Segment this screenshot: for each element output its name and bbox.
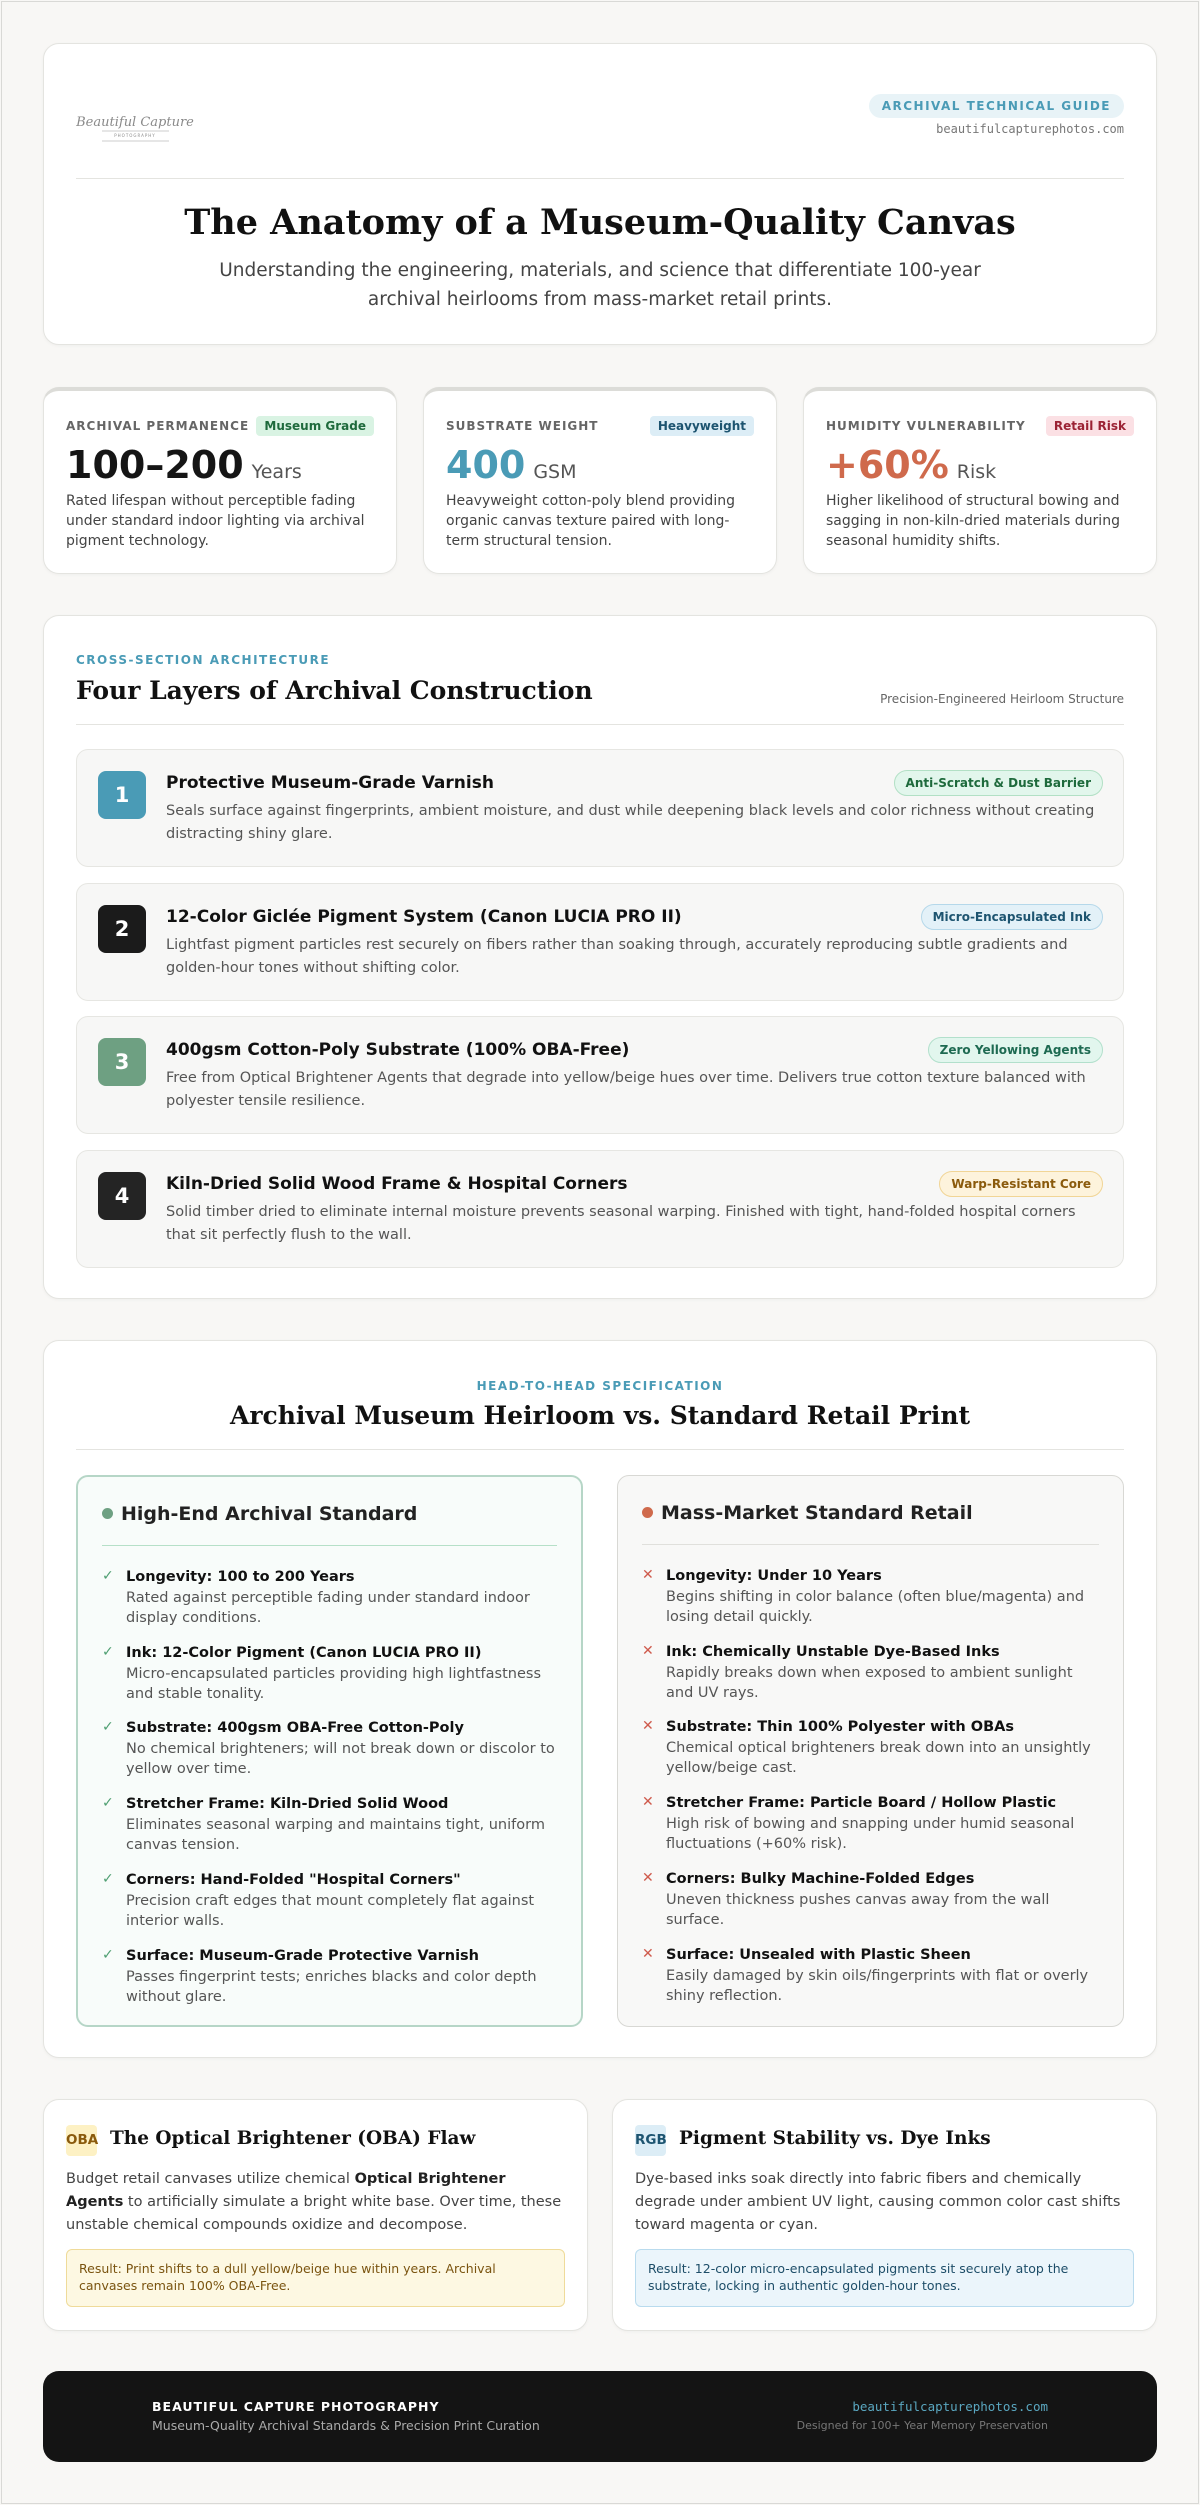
comparison-item-description: Micro-encapsulated particles providing high lightfastness and stable tonality. [126, 1666, 541, 1702]
comparison-item-title: Surface: Museum-Grade Protective Varnish [126, 1948, 479, 1964]
note-result: Result: Print shifts to a dull yellow/beige hue within years. Archival canvases remain 100% OBA-Free. [66, 2249, 565, 2307]
stat-description: Rated lifespan without perceptible fading under standard indoor lighting via archival pigment technology. [66, 493, 365, 549]
comparison-item-description: High risk of bowing and snapping under humid seasonal fluctuations (+60% risk). [666, 1816, 1075, 1852]
cross-icon: ✕ [642, 1718, 654, 1734]
section-divider [76, 724, 1124, 725]
comparison-item-title: Stretcher Frame: Particle Board / Hollow Plastic [666, 1795, 1057, 1811]
layer-number: 4 [98, 1172, 146, 1220]
layer-title: 12-Color Giclée Pigment System (Canon LUCIA PRO II) [166, 907, 682, 927]
cross-icon: ✕ [642, 1870, 654, 1886]
comparison-item-title: Ink: Chemically Unstable Dye-Based Inks [666, 1644, 1000, 1660]
retail-column [617, 1475, 1124, 2027]
layer-description: Free from Optical Brightener Agents that degrade into yellow/beige hues over time. Delivers true cotton texture balanced with polyester tensile resilience. [166, 1070, 1086, 1109]
stat-card-permanence [43, 387, 397, 574]
brand-logo [76, 104, 194, 144]
comparison-item-description: Easily damaged by skin oils/fingerprints with flat or overly shiny reflection. [666, 1968, 1089, 2004]
layer-card-substrate [76, 1016, 1124, 1134]
layer-number: 1 [98, 771, 146, 819]
archival-column [76, 1475, 583, 2027]
check-icon: ✓ [102, 1644, 114, 1660]
stat-value: 400 GSM [446, 443, 577, 487]
stat-unit: Years [251, 461, 302, 483]
layer-description: Lightfast pigment particles rest securely on fibers rather than soaking through, accurately reproducing subtle gradients and golden-hour tones without shifting color. [166, 937, 1068, 976]
layer-card-varnish [76, 749, 1124, 867]
layer-title: 400gsm Cotton-Poly Substrate (100% OBA-Free) [166, 1040, 630, 1060]
stat-label: ARCHIVAL PERMANENCE [66, 419, 250, 433]
stat-unit: GSM [533, 461, 577, 483]
column-heading: Mass-Market Standard Retail [642, 1502, 973, 1524]
comparison-item-title: Substrate: 400gsm OBA-Free Cotton-Poly [126, 1720, 464, 1736]
comparison-item [642, 1566, 1103, 1627]
comparison-item-description: Eliminates seasonal warping and maintains tight, uniform canvas tension. [126, 1817, 545, 1853]
stat-badge: Heavyweight [650, 416, 754, 436]
column-heading: High-End Archival Standard [102, 1503, 417, 1525]
footer-tagline: Museum-Quality Archival Standards & Precision Print Curation [152, 2418, 540, 2433]
stat-value: +60% Risk [826, 443, 997, 487]
section-eyebrow: CROSS-SECTION ARCHITECTURE [76, 653, 331, 667]
comparison-section [43, 1340, 1157, 2058]
comparison-item-description: No chemical brighteners; will not break down or discolor to yellow over time. [126, 1741, 555, 1777]
check-icon: ✓ [102, 1795, 114, 1811]
page-subtitle: Understanding the engineering, materials, and science that differentiate 100-year archival heirlooms from mass-market retail prints. [219, 260, 981, 310]
comparison-item [102, 1567, 561, 1628]
svg-text:PHOTOGRAPHY: PHOTOGRAPHY [114, 133, 156, 138]
comparison-item-title: Stretcher Frame: Kiln-Dried Solid Wood [126, 1796, 449, 1812]
layer-tag: Warp-Resistant Core [939, 1171, 1103, 1197]
stat-card-substrate [423, 387, 777, 574]
cross-icon: ✕ [642, 1946, 654, 1962]
svg-text:Beautiful Capture: Beautiful Capture [76, 115, 194, 130]
stat-unit: Risk [956, 461, 997, 483]
status-dot-icon [642, 1507, 653, 1518]
stat-badge: Museum Grade [256, 416, 374, 436]
note-text: Budget retail canvases utilize chemical Optical Brightener Agents to artificially simulate a bright white base. Over time, these unstable chemical compounds oxidize and decompose. [66, 2171, 562, 2233]
section-title: Four Layers of Archival Construction [76, 676, 593, 705]
comparison-item [102, 1718, 561, 1779]
comparison-item-description: Uneven thickness pushes canvas away from the wall surface. [666, 1892, 1050, 1928]
column-divider [642, 1544, 1099, 1545]
oba-note-card [43, 2099, 588, 2331]
note-result: Result: 12-color micro-encapsulated pigments sit securely atop the substrate, locking in authentic golden-hour tones. [635, 2249, 1134, 2307]
check-icon: ✓ [102, 1871, 114, 1887]
layer-tag: Zero Yellowing Agents [928, 1037, 1103, 1063]
comparison-item [102, 1870, 561, 1931]
section-eyebrow: HEAD-TO-HEAD SPECIFICATION [476, 1379, 724, 1393]
comparison-item-description: Rapidly breaks down when exposed to ambient sunlight and UV rays. [666, 1665, 1073, 1701]
footer-brand: BEAUTIFUL CAPTURE PHOTOGRAPHY [152, 2399, 440, 2414]
layer-title: Kiln-Dried Solid Wood Frame & Hospital Corners [166, 1174, 628, 1194]
cross-icon: ✕ [642, 1567, 654, 1583]
cross-icon: ✕ [642, 1643, 654, 1659]
comparison-item [102, 1794, 561, 1855]
section-aside: Precision-Engineered Heirloom Structure [880, 692, 1124, 706]
check-icon: ✓ [102, 1568, 114, 1584]
stat-description: Higher likelihood of structural bowing and sagging in non-kiln-dried materials during seasonal humidity shifts. [826, 493, 1120, 549]
comparison-item-title: Corners: Hand-Folded "Hospital Corners" [126, 1872, 461, 1888]
layer-number: 3 [98, 1038, 146, 1086]
stat-card-humidity [803, 387, 1157, 574]
comparison-item-description: Chemical optical brighteners break down into an unsightly yellow/beige cast. [666, 1740, 1091, 1776]
rgb-badge-icon: RGB [635, 2125, 666, 2156]
section-title: Archival Museum Heirloom vs. Standard Retail Print [229, 1401, 971, 1430]
comparison-item-title: Substrate: Thin 100% Polyester with OBAs [666, 1719, 1014, 1735]
stat-value: 100–200 Years [66, 443, 302, 487]
comparison-item [642, 1869, 1103, 1930]
comparison-item-description: Rated against perceptible fading under standard indoor display conditions. [126, 1590, 530, 1626]
footer [43, 2371, 1157, 2462]
stat-label: SUBSTRATE WEIGHT [446, 419, 599, 433]
comparison-item-description: Passes fingerprint tests; enriches blacks and color depth without glare. [126, 1969, 537, 2005]
comparison-item-title: Longevity: 100 to 200 Years [126, 1569, 355, 1585]
layer-card-frame [76, 1150, 1124, 1268]
stat-description: Heavyweight cotton-poly blend providing organic canvas texture paired with long-term structural tension. [446, 493, 735, 549]
comparison-item-title: Longevity: Under 10 Years [666, 1568, 882, 1584]
comparison-item-title: Corners: Bulky Machine-Folded Edges [666, 1871, 975, 1887]
comparison-item [642, 1793, 1103, 1854]
hero-divider [76, 178, 1124, 179]
status-dot-icon [102, 1508, 113, 1519]
stat-label: HUMIDITY VULNERABILITY [826, 419, 1026, 433]
footer-site-link[interactable]: beautifulcapturephotos.com [852, 2399, 1048, 2414]
stat-badge: Retail Risk [1046, 416, 1134, 436]
comparison-item-description: Precision craft edges that mount completely flat against interior walls. [126, 1893, 535, 1929]
comparison-item [102, 1643, 561, 1704]
pigment-note-card [612, 2099, 1157, 2331]
note-text: Dye-based inks soak directly into fabric fibers and chemically degrade under ambient UV light, causing common color cast shifts toward magenta or cyan. [635, 2171, 1121, 2233]
section-divider [76, 1449, 1124, 1450]
layer-tag: Micro-Encapsulated Ink [921, 904, 1103, 930]
layer-title: Protective Museum-Grade Varnish [166, 773, 494, 793]
site-url: beautifulcapturephotos.com [936, 122, 1124, 136]
comparison-item [642, 1642, 1103, 1703]
layer-tag: Anti-Scratch & Dust Barrier [894, 770, 1103, 796]
layer-number: 2 [98, 905, 146, 953]
comparison-item [642, 1945, 1103, 2006]
footer-note: Designed for 100+ Year Memory Preservation [796, 2419, 1048, 2432]
oba-badge-icon: OBA [66, 2125, 97, 2156]
comparison-item [642, 1717, 1103, 1778]
comparison-item [102, 1946, 561, 2007]
check-icon: ✓ [102, 1947, 114, 1963]
hero-card [43, 43, 1157, 345]
column-divider [102, 1545, 557, 1546]
check-icon: ✓ [102, 1719, 114, 1735]
page-title: The Anatomy of a Museum-Quality Canvas [184, 202, 1016, 243]
comparison-item-title: Ink: 12-Color Pigment (Canon LUCIA PRO II) [126, 1645, 482, 1661]
comparison-item-description: Begins shifting in color balance (often blue/magenta) and losing detail quickly. [666, 1589, 1085, 1625]
layer-description: Solid timber dried to eliminate internal moisture prevents seasonal warping. Finished with tight, hand-folded hospital corners that sit perfectly flush to the wall. [166, 1204, 1076, 1243]
comparison-item-title: Surface: Unsealed with Plastic Sheen [666, 1947, 971, 1963]
cross-icon: ✕ [642, 1794, 654, 1810]
note-title: Pigment Stability vs. Dye Inks [679, 2128, 991, 2149]
layer-card-pigment [76, 883, 1124, 1001]
layers-section [43, 615, 1157, 1299]
guide-badge: ARCHIVAL TECHNICAL GUIDE [869, 94, 1124, 118]
layer-description: Seals surface against fingerprints, ambient moisture, and dust while deepening black levels and color richness without creating distracting shiny glare. [166, 803, 1095, 842]
note-title: The Optical Brightener (OBA) Flaw [110, 2128, 476, 2149]
